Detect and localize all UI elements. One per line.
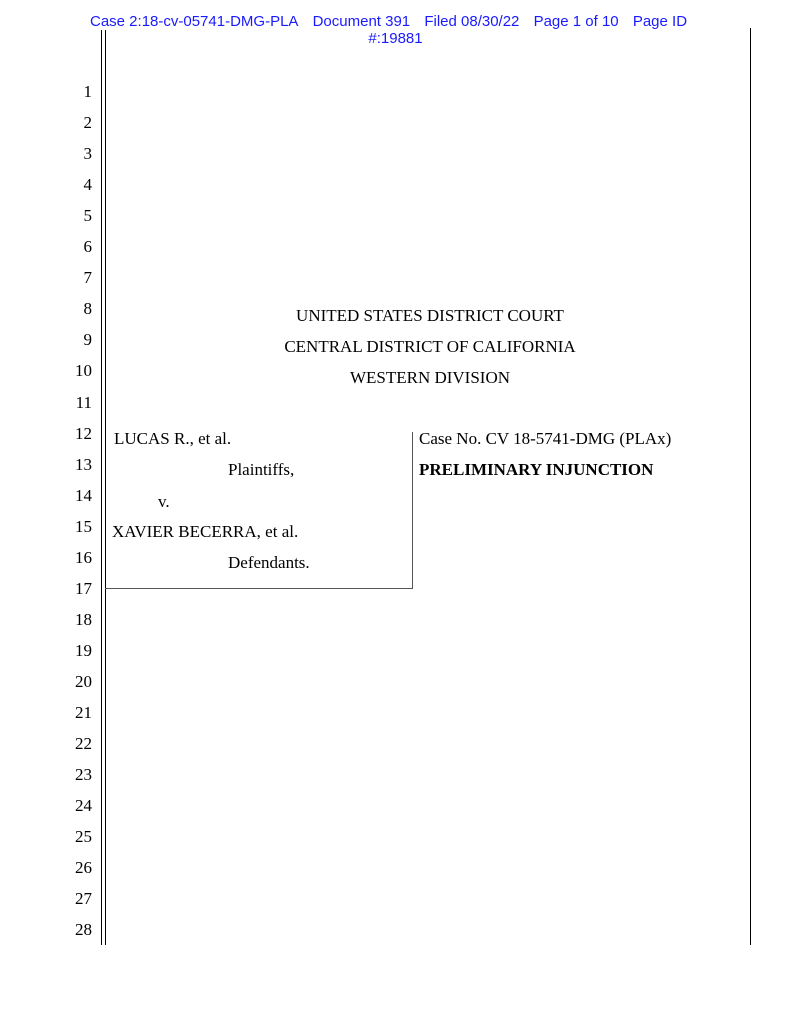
line-number: 18	[75, 610, 92, 629]
line-number: 11	[75, 393, 92, 412]
line-number: 28	[75, 920, 92, 939]
line-number: 3	[83, 144, 92, 163]
line-number: 19	[75, 641, 92, 660]
line-number: 8	[83, 299, 92, 318]
line-number: 22	[75, 734, 92, 753]
filed-date: Filed 08/30/22	[424, 13, 520, 30]
court-name: UNITED STATES DISTRICT COURT	[296, 306, 564, 325]
line-number: 17	[75, 579, 92, 598]
line-number: 27	[75, 889, 92, 908]
right-margin-line	[750, 28, 751, 945]
line-number: 23	[75, 765, 92, 784]
line-number: 1	[83, 82, 92, 101]
filing-header-line	[90, 14, 697, 30]
line-number: 15	[75, 517, 92, 536]
line-number: 25	[75, 827, 92, 846]
left-margin-line-inner	[105, 30, 106, 945]
line-number: 2	[83, 113, 92, 132]
line-number: 10	[75, 361, 92, 380]
page-count: Page 1 of 10	[533, 13, 619, 30]
defendant-role: Defendants.	[228, 553, 310, 572]
left-margin-line-outer	[101, 30, 102, 945]
line-number: 14	[75, 486, 92, 505]
line-number: 7	[83, 268, 92, 287]
caption-divider-line	[412, 432, 413, 588]
line-number: 12	[75, 424, 92, 443]
line-number: 26	[75, 858, 92, 877]
court-division: WESTERN DIVISION	[349, 368, 511, 387]
defendant-name: XAVIER BECERRA, et al.	[112, 522, 299, 541]
caption-bottom-line	[105, 588, 413, 589]
versus: v.	[158, 492, 170, 511]
line-number: 4	[83, 175, 92, 194]
line-number: 6	[83, 237, 92, 256]
line-number: 16	[75, 548, 92, 567]
line-number: 13	[75, 455, 92, 474]
document-number: Document 391	[312, 13, 411, 30]
case-number: Case No. CV 18-5741-DMG (PLAx)	[419, 429, 672, 448]
line-number: 9	[83, 330, 92, 349]
plaintiff-role: Plaintiffs,	[228, 460, 295, 479]
document-title: PRELIMINARY INJUNCTION	[419, 460, 654, 479]
line-number: 5	[83, 206, 92, 225]
line-number: 24	[75, 796, 92, 815]
line-number: 21	[75, 703, 92, 722]
page-id: #:19881	[368, 30, 423, 47]
court-district: CENTRAL DISTRICT OF CALIFORNIA	[284, 337, 576, 356]
page-id-label: Page ID	[632, 13, 688, 30]
line-number: 20	[75, 672, 92, 691]
plaintiff-name: LUCAS R., et al.	[114, 429, 232, 448]
case-number-header: Case 2:18-cv-05741-DMG-PLA	[90, 13, 299, 30]
